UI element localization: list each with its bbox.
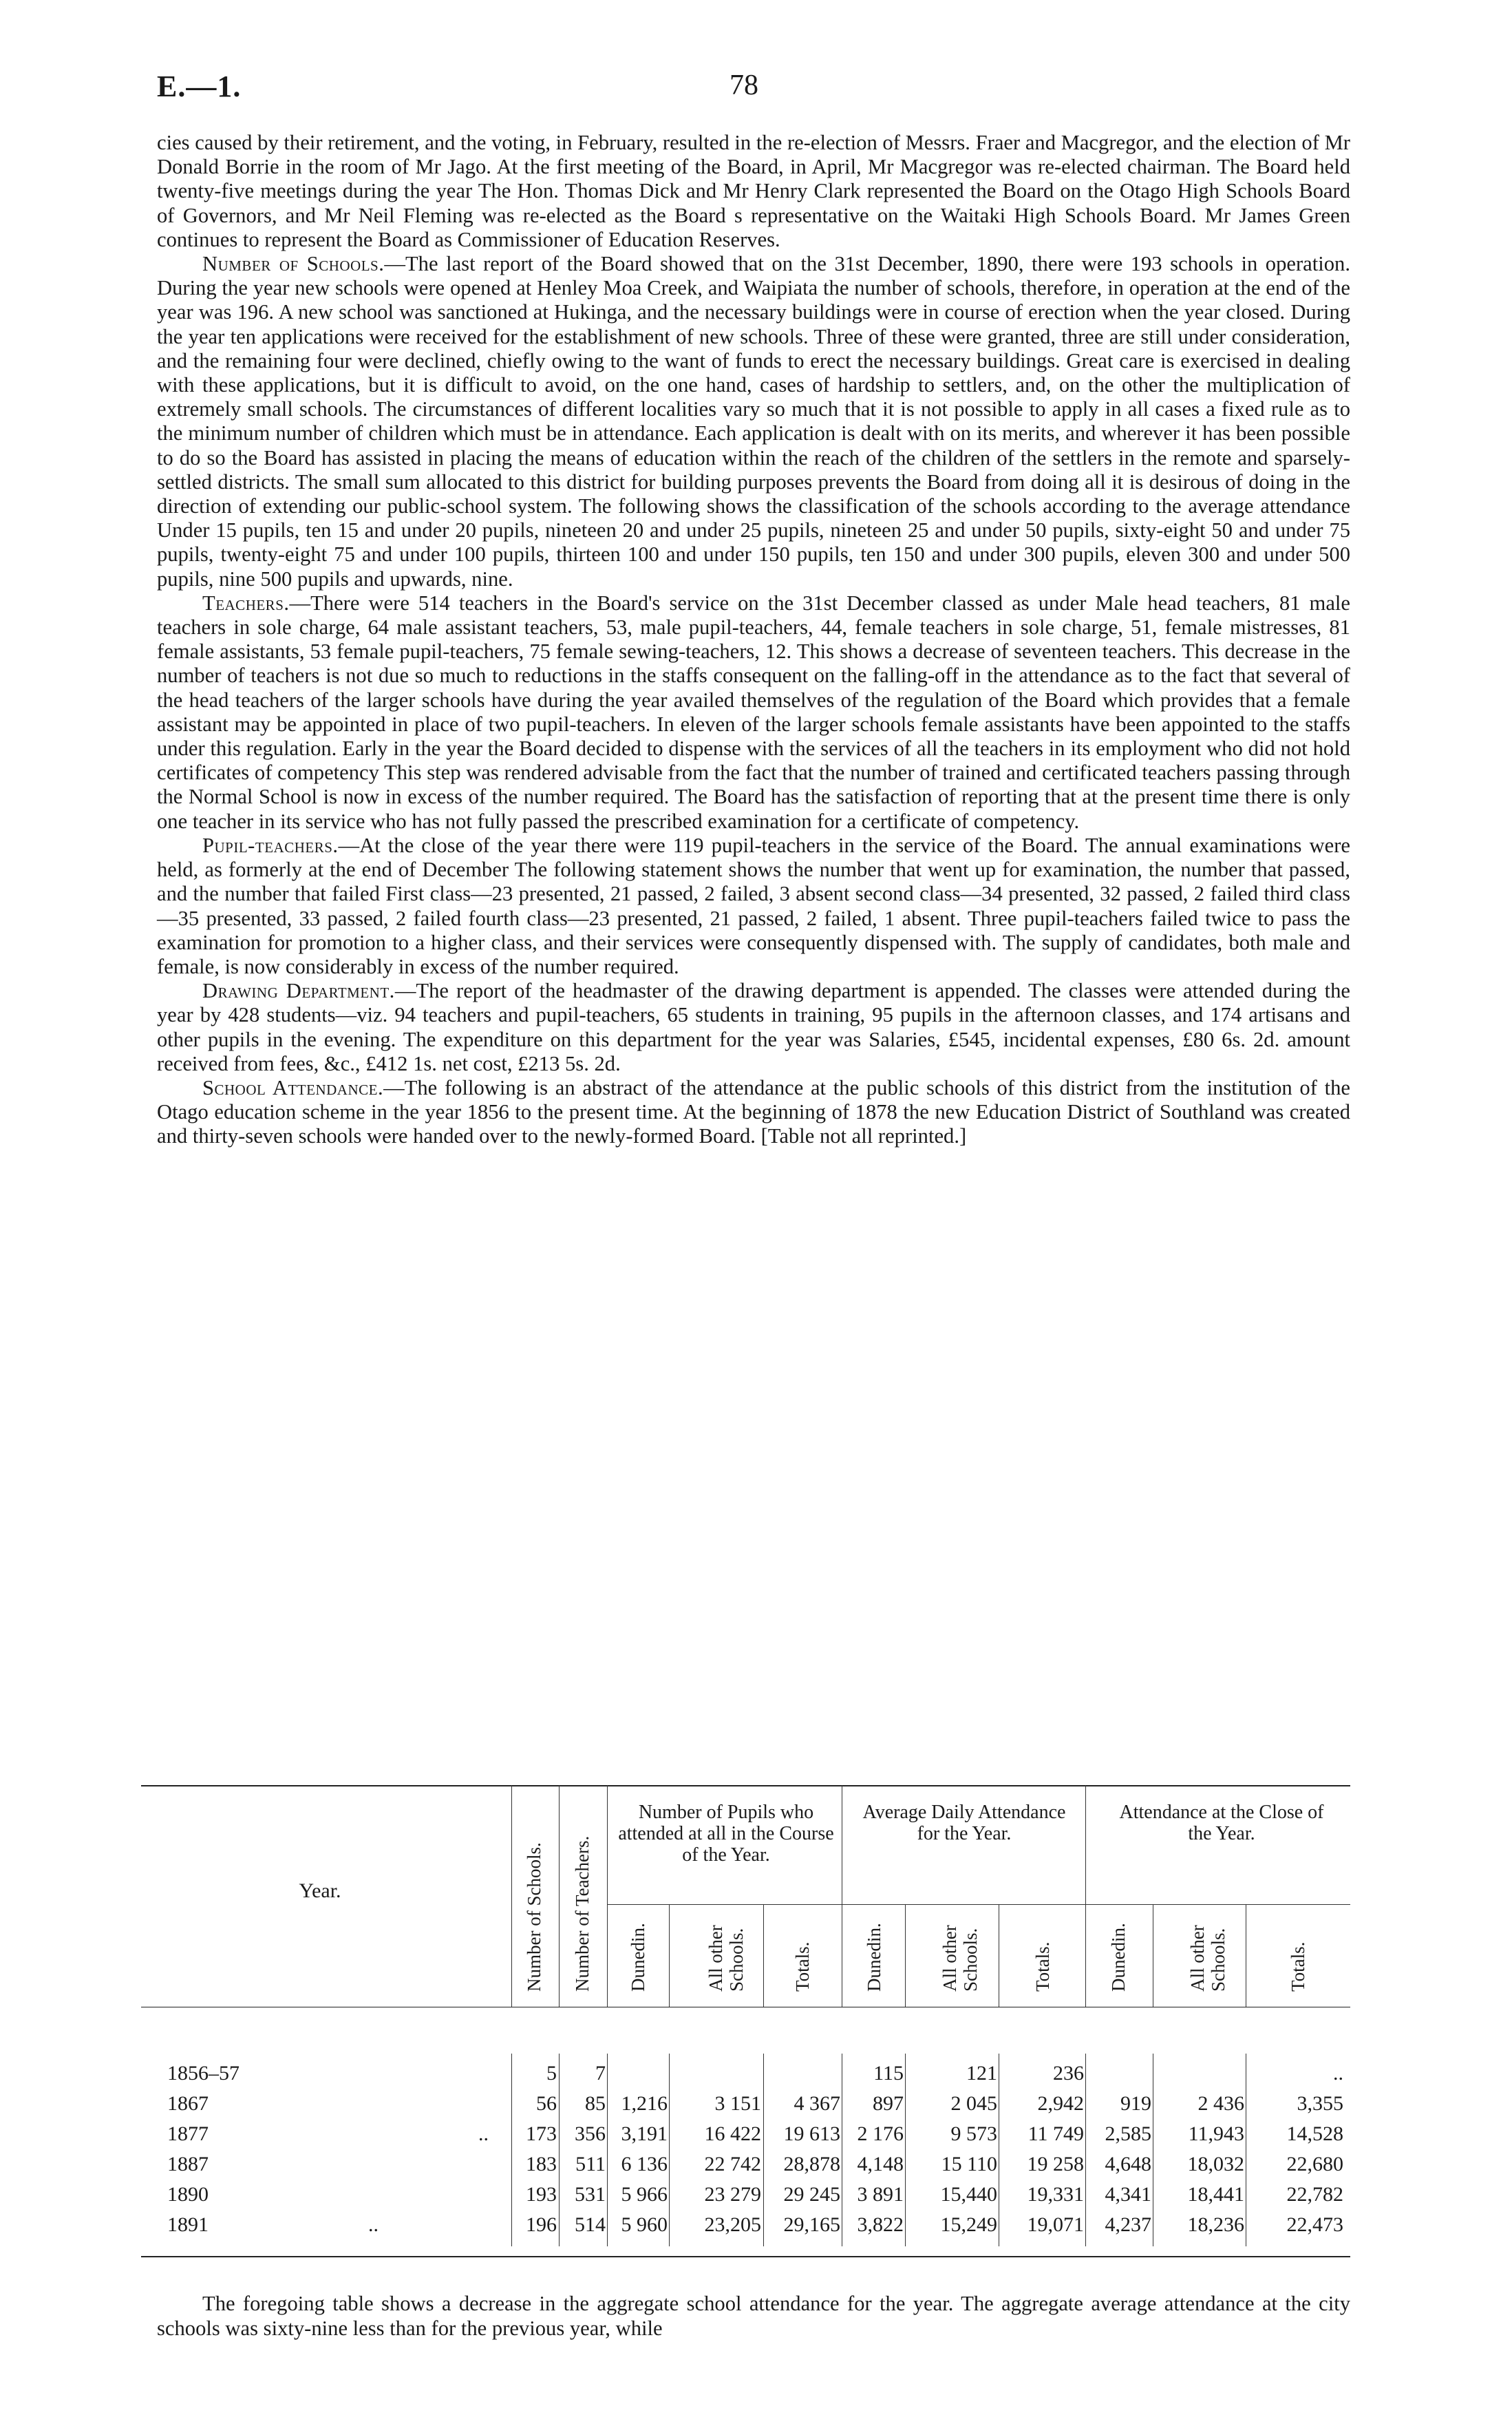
text-drawing-department: —The report of the headmaster of the drawing department is appended. The classes were attended during the year by 428 students—viz. 94 teachers and pupil-teachers, 65 students in training, 95 pupils in the afternoon classes, and 174 artisans and other pupils in the evening. The expenditure on this department for the year was Salaries, £545, incidental expenses, £80 6s. 2d. amount received from fees, &c., £412 1s. net cost, £213 5s. 2d.	[157, 979, 1350, 1075]
paragraph-pupil-teachers	[157, 834, 1350, 979]
row-b-dunedin: 4,148	[857, 2153, 904, 2175]
sub-other-3: All other Schools.	[1187, 1925, 1228, 1992]
row-b-dunedin: 115	[873, 2062, 904, 2085]
row-teachers: 531	[575, 2183, 606, 2206]
paragraph-foregoing-table: The foregoing table shows a decrease in the aggregate school attendance for the year. The aggregate average attendance at the city schools was sixty-nine less than for the previous year, while	[157, 2292, 1350, 2340]
heading-number-of-schools: Number of Schools.	[202, 252, 385, 276]
paragraph-board-elections: cies caused by their retirement, and the voting, in February, resulted in the re-election of Messrs. Fraer and Macgregor, and the election of Mr Donald Borrie in the room of Mr Jago. At the first meeting of the Board, in April, Mr Macgregor was re-elected chairman. The Board held twenty-five meetings during the year The Hon. Thomas Dick and Mr Henry Clark represented the Board on the Otago High Schools Board of Governors, and Mr Neil Fleming was re-elected as the Board s representative on the Waitaki High Schools Board. Mr James Green continues to represent the Board as Commissioner of Education Reserves.	[157, 131, 1350, 251]
row-b-other: 9 573	[950, 2122, 997, 2145]
row-year: 1867	[167, 2092, 209, 2115]
body-text	[157, 131, 1350, 1149]
row-a-dunedin: 3,191	[621, 2122, 668, 2145]
row-teachers: 511	[575, 2153, 606, 2175]
row-teachers: 356	[575, 2122, 606, 2145]
row-b-totals: 19,331	[1027, 2183, 1084, 2206]
row-teachers: 514	[575, 2213, 606, 2236]
heading-pupil-teachers: Pupil-teachers.	[202, 833, 339, 857]
body-vline-e	[763, 2054, 764, 2246]
row-a-other: 16 422	[704, 2122, 761, 2145]
row-c-totals: ..	[1333, 2062, 1343, 2085]
row-b-totals: 2,942	[1037, 2092, 1084, 2115]
row-c-other: 11,943	[1188, 2122, 1244, 2145]
sub-totals-3: Totals.	[1288, 1941, 1308, 1992]
vline-sub1	[669, 1904, 670, 2007]
sub-dunedin-2: Dunedin.	[864, 1923, 884, 1992]
text-teachers: —There were 514 teachers in the Board's service on the 31st December classed as under Male head teachers, 81 male teachers in sole charge, 64 male assistant teachers, 53, male pupil-teachers, 44, female teachers in sole charge, 51, female mistresses, 81 female assistants, 53 female pupil-teachers, 75 female sewing-teachers, 12. This shows a decrease of seventeen teachers. This decrease in the number of teachers is not due so much to reductions in the staffs consequent on the falling-off in the attendance as to the fact that several of the head teachers of the larger schools have during the year availed themselves of the regulation of the Board which provides that a female assistant may be appointed in place of two pupil-teachers. In eleven of the larger schools female assistants have been appointed to the staffs under this regulation. Early in the year the Board decided to dispense with the services of all the teachers in its employment who did not hold certificates of competency This step was rendered advisable from the fact that the number of trained and certificated teachers passing through the Normal School is now in excess of the number required. The Board has the satisfaction of reporting that at the present time there is only one teacher in its service who has not fully passed the prescribed examination for a certificate of competency.	[157, 591, 1350, 833]
page-number: 78	[730, 70, 758, 101]
row-schools: 173	[526, 2122, 557, 2145]
row-teachers: 85	[585, 2092, 606, 2115]
row-b-totals: 19 258	[1027, 2153, 1084, 2175]
row-a-totals: 29 245	[783, 2183, 840, 2206]
body-vline-d	[669, 2054, 670, 2246]
row-b-other: 15,440	[940, 2183, 997, 2206]
row-b-other: 15 110	[941, 2153, 997, 2175]
row-dots: ..	[368, 2213, 379, 2236]
vline-schools	[559, 1785, 560, 2007]
row-year: 1890	[167, 2183, 209, 2206]
row-b-dunedin: 2 176	[857, 2122, 904, 2145]
row-schools: 196	[526, 2213, 557, 2236]
row-a-other: 22 742	[704, 2153, 761, 2175]
row-a-dunedin: 6 136	[621, 2153, 668, 2175]
row-schools: 183	[526, 2153, 557, 2175]
row-c-other: 18,441	[1187, 2183, 1244, 2206]
text-pupil-teachers: —At the close of the year there were 119 pupil-teachers in the service of the Board. The annual examinations were held, as formerly at the end of December The following statement shows the number that went up for examination, the number that passed, and the number that failed First class—23 presented, 21 passed, 2 failed, 3 absent second class—34 presented, 32 passed, 2 failed third class—35 presented, 33 passed, 2 failed fourth class—23 presented, 21 passed, 2 failed, 1 absent. Three pupil-teachers failed twice to pass the examination for promotion to a higher class, and their services were consequently dispensed with. The supply of candidates, both male and female, is now considerably in excess of the number required.	[157, 833, 1350, 978]
row-schools: 56	[536, 2092, 557, 2115]
row-c-totals: 14,528	[1286, 2122, 1343, 2145]
row-a-totals: 29,165	[783, 2213, 840, 2236]
row-c-totals: 22,782	[1286, 2183, 1343, 2206]
vline-teachers	[607, 1785, 608, 2007]
header-attendance-close: Attendance at the Close of the Year.	[1119, 1802, 1324, 1844]
row-teachers: 7	[595, 2062, 606, 2085]
heading-drawing-department: Drawing Department.	[202, 979, 395, 1003]
paragraph-drawing-department	[157, 979, 1350, 1076]
header-pupils-attended: Number of Pupils who attended at all in the Course of the Year.	[618, 1802, 834, 1866]
body-vline-i	[1085, 2054, 1086, 2246]
row-schools: 5	[546, 2062, 557, 2085]
sub-other-1: All other Schools.	[705, 1925, 747, 1992]
body-vline-b	[559, 2054, 560, 2246]
row-year: 1887	[167, 2153, 209, 2175]
row-b-dunedin: 3,822	[857, 2213, 904, 2236]
heading-school-attendance: School Attendance.	[202, 1075, 384, 1099]
row-a-dunedin: 5 966	[621, 2183, 668, 2206]
row-dots: ..	[478, 2122, 489, 2145]
vline-year	[511, 1785, 512, 2007]
row-year: 1891	[167, 2213, 209, 2236]
row-b-totals: 11 749	[1027, 2122, 1084, 2145]
row-c-dunedin: 4,341	[1105, 2183, 1151, 2206]
sub-dunedin-1: Dunedin.	[628, 1923, 648, 1992]
body-vline-g	[905, 2054, 906, 2246]
header-number-of-teachers: Number of Teachers.	[572, 1835, 593, 1992]
row-c-totals: 22,680	[1286, 2153, 1343, 2175]
closing-text	[157, 2291, 1350, 2341]
table-bottom-rule	[141, 2256, 1350, 2257]
row-a-totals: 28,878	[783, 2153, 840, 2175]
row-c-dunedin: 4,237	[1105, 2213, 1151, 2236]
attendance-table	[141, 1785, 1350, 2260]
sub-totals-1: Totals.	[792, 1941, 813, 1992]
group-underline	[607, 1904, 1350, 1905]
body-vline-c	[607, 2054, 608, 2246]
row-b-other: 15,249	[940, 2213, 997, 2236]
row-a-other: 3 151	[714, 2092, 761, 2115]
row-c-dunedin: 4,648	[1105, 2153, 1151, 2175]
vline-sub3	[905, 1904, 906, 2007]
header-number-of-schools: Number of Schools.	[524, 1842, 544, 1992]
row-b-other: 121	[966, 2062, 997, 2085]
row-year: 1877	[167, 2122, 209, 2145]
row-b-totals: 236	[1053, 2062, 1084, 2085]
body-vline-a	[511, 2054, 512, 2246]
row-b-dunedin: 897	[873, 2092, 904, 2115]
sub-other-2: All other Schools.	[939, 1925, 981, 1992]
header-average-attendance: Average Daily Attendance for the Year.	[862, 1802, 1066, 1844]
row-a-other: 23 279	[704, 2183, 761, 2206]
row-c-dunedin: 2,585	[1105, 2122, 1151, 2145]
row-year: 1856–57	[167, 2062, 239, 2085]
row-b-other: 2 045	[950, 2092, 997, 2115]
year-header: Year.	[299, 1879, 341, 1902]
vline-sub2	[763, 1904, 764, 2007]
row-a-totals: 4 367	[794, 2092, 840, 2115]
row-a-other: 23,205	[704, 2213, 761, 2236]
paragraph-teachers	[157, 591, 1350, 834]
row-a-totals: 19 613	[783, 2122, 840, 2145]
row-b-totals: 19,071	[1027, 2213, 1084, 2236]
text-school-attendance: —The following is an abstract of the attendance at the public schools of this district from the institution of the Otago education scheme in the year 1856 to the present time. At the beginning of 1878 the new Education District of Southland was created and thirty-seven schools were handed over to the newly-formed Board. [Table not all reprinted.]	[157, 1075, 1350, 1148]
report-code: E.—1.	[157, 70, 242, 103]
row-a-dunedin: 1,216	[621, 2092, 668, 2115]
table-top-rule	[141, 1785, 1350, 1786]
row-a-dunedin: 5 960	[621, 2213, 668, 2236]
row-schools: 193	[526, 2183, 557, 2206]
paragraph-school-attendance	[157, 1076, 1350, 1149]
row-b-dunedin: 3 891	[857, 2183, 904, 2206]
row-c-other: 2 436	[1197, 2092, 1244, 2115]
row-c-other: 18,032	[1187, 2153, 1244, 2175]
paragraph-number-of-schools	[157, 252, 1350, 591]
row-c-totals: 3,355	[1297, 2092, 1343, 2115]
text-number-of-schools: —The last report of the Board showed that on the 31st December, 1890, there were 193 schools in operation. During the year new schools were opened at Henley Moa Creek, and Waipiata the number of schools, therefore, in operation at the end of the year was 196. A new school was sanctioned at Hukinga, and the necessary buildings were in course of erection when the year closed. During the year ten applications were received for the establishment of new schools. Three of these were granted, three are still under consideration, and the remaining four were declined, chiefly owing to the want of funds to erect the necessary buildings. Great care is exercised in dealing with these applications, but it is difficult to avoid, on the one hand, cases of hardship to settlers, and, on the other the multiplication of extremely small schools. The circumstances of different localities vary so much that it is not possible to apply in all cases a fixed rule as to the minimum number of children which must be in attendance. Each application is dealt with on its merits, and wherever it has been possible to do so the Board has assisted in placing the means of education within the reach of the children of the settlers in the remote and sparsely-settled districts. The small sum allocated to this district for building purposes prevents the Board from doing all it is desirous of doing in the direction of extending our public-school system. The following shows the classification of the schools according to the average attendance Under 15 pupils, ten 15 and under 20 pupils, nineteen 20 and under 25 pupils, nineteen 25 and under 50 pupils, sixty-eight 50 and under 75 pupils, twenty-eight 75 and under 100 pupils, thirteen 100 and under 150 pupils, ten 150 and under 300 pupils, eleven 300 and under 500 pupils, nine 500 pupils and upwards, nine.	[157, 252, 1350, 591]
row-c-totals: 22,473	[1286, 2213, 1343, 2236]
row-c-dunedin: 919	[1120, 2092, 1151, 2115]
sub-dunedin-3: Dunedin.	[1108, 1923, 1129, 1992]
row-c-other: 18,236	[1187, 2213, 1244, 2236]
vline-group2	[1085, 1785, 1086, 2007]
sub-totals-2: Totals.	[1032, 1941, 1053, 1992]
heading-teachers: Teachers.	[202, 591, 290, 615]
